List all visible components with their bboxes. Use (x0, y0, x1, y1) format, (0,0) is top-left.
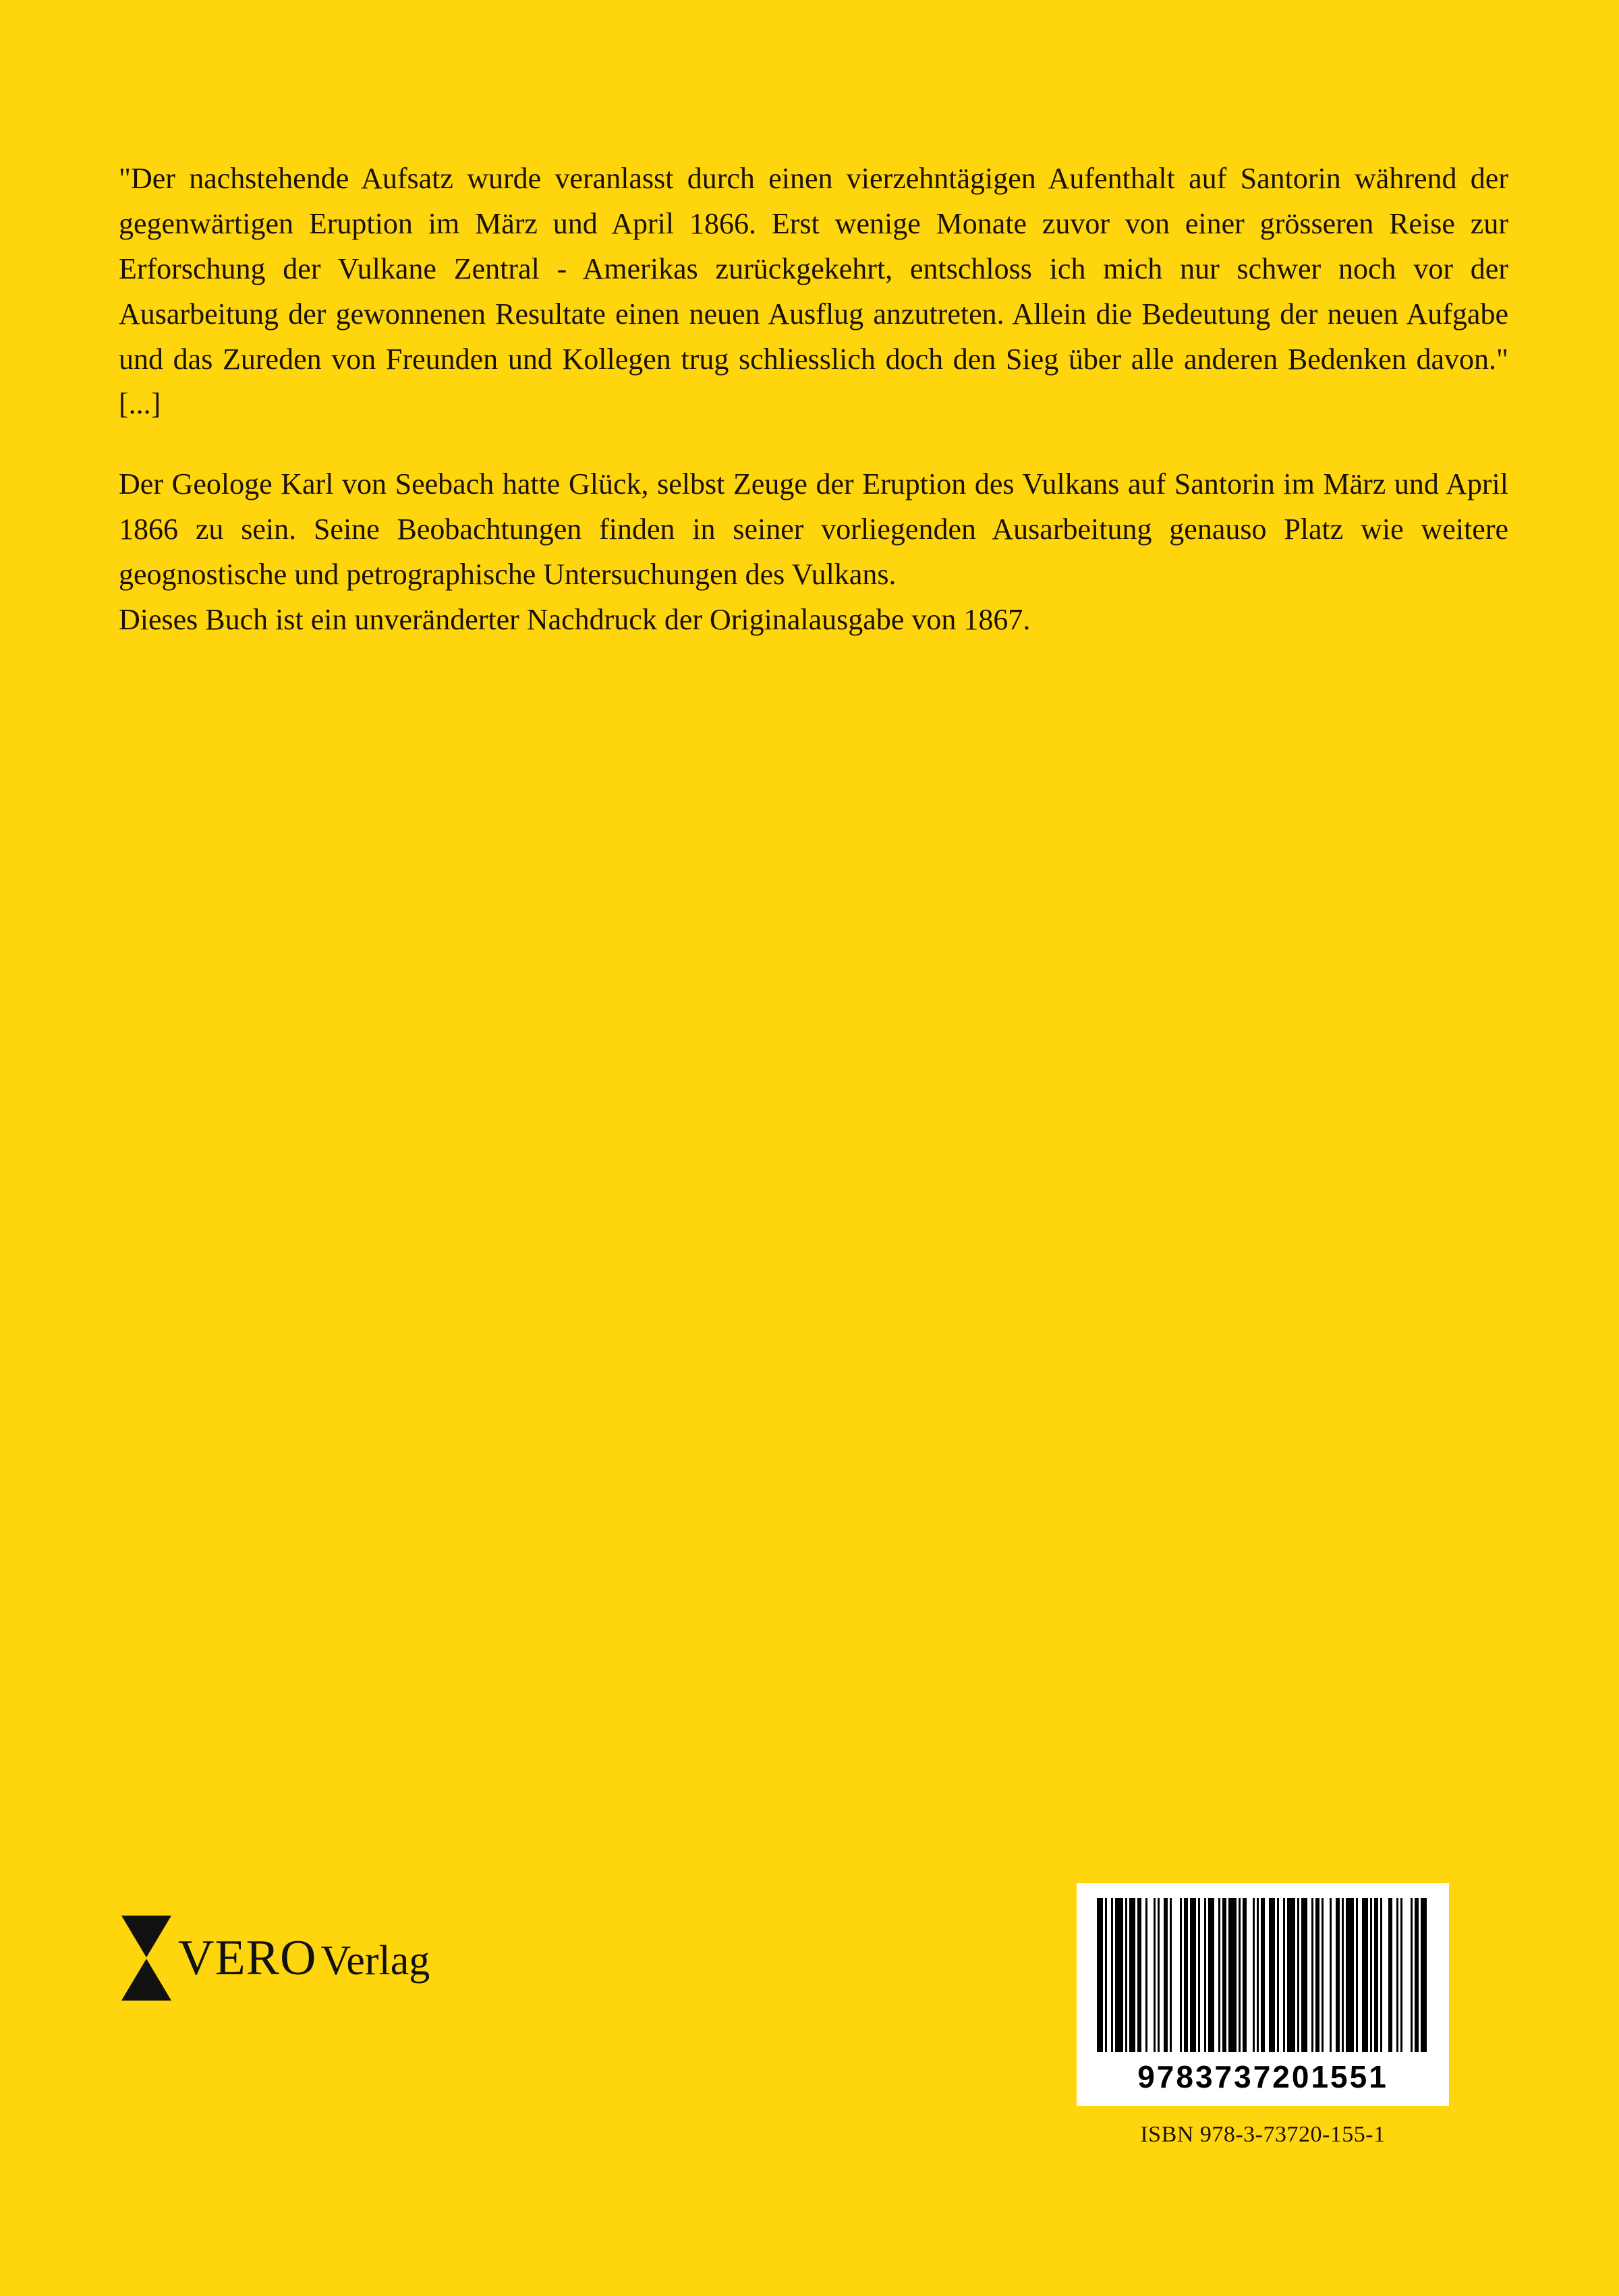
blurb-text-block (119, 156, 1508, 643)
barcode-digits: 9783737201551 (1137, 2059, 1388, 2094)
publisher-name (178, 1930, 430, 1987)
isbn-caption: ISBN 978-3-73720-155-1 (1140, 2122, 1386, 2147)
hourglass-logo-icon (121, 1916, 171, 2001)
barcode (1077, 1883, 1449, 2106)
description-paragraph: Der Geologe Karl von Seebach hatte Glück, selbst Zeuge der Eruption des Vulkans auf Santorin im März und April 1866 zu sein. Seine Beobachtungen finden in seiner vorliegenden Ausarbeitung genauso Platz wie weitere geognostische und petrographische Untersuchungen des Vulkans. (119, 467, 1508, 591)
barcode-bars (1097, 1898, 1429, 2052)
quote-paragraph: "Der nachstehende Aufsatz wurde veranlasst durch einen vierzehntägigen Aufenthalt auf Santorin während der gegenwärtigen Eruption im März und April 1866. Erst wenige Monate zuvor von einer grösseren Reise zur Erforschung der Vulkane Zentral - Amerikas zurückgekehrt, entschloss ich mich nur schwer noch vor der Ausarbeitung der gewonnenen Resultate einen neuen Ausflug anzutreten. Allein die Bedeutung der neuen Aufgabe und das Zureden von Freunden und Kollegen trug schliesslich doch den Sieg über alle anderen Bedenken davon." [...] (119, 162, 1508, 421)
publisher-name-primary: VERO (178, 1930, 317, 1986)
publisher-logo (121, 1914, 430, 2002)
publisher-name-secondary: Verlag (320, 1937, 430, 1984)
reprint-note: Dieses Buch ist ein unveränderter Nachdruck der Originalausgabe von 1867. (119, 602, 1031, 636)
